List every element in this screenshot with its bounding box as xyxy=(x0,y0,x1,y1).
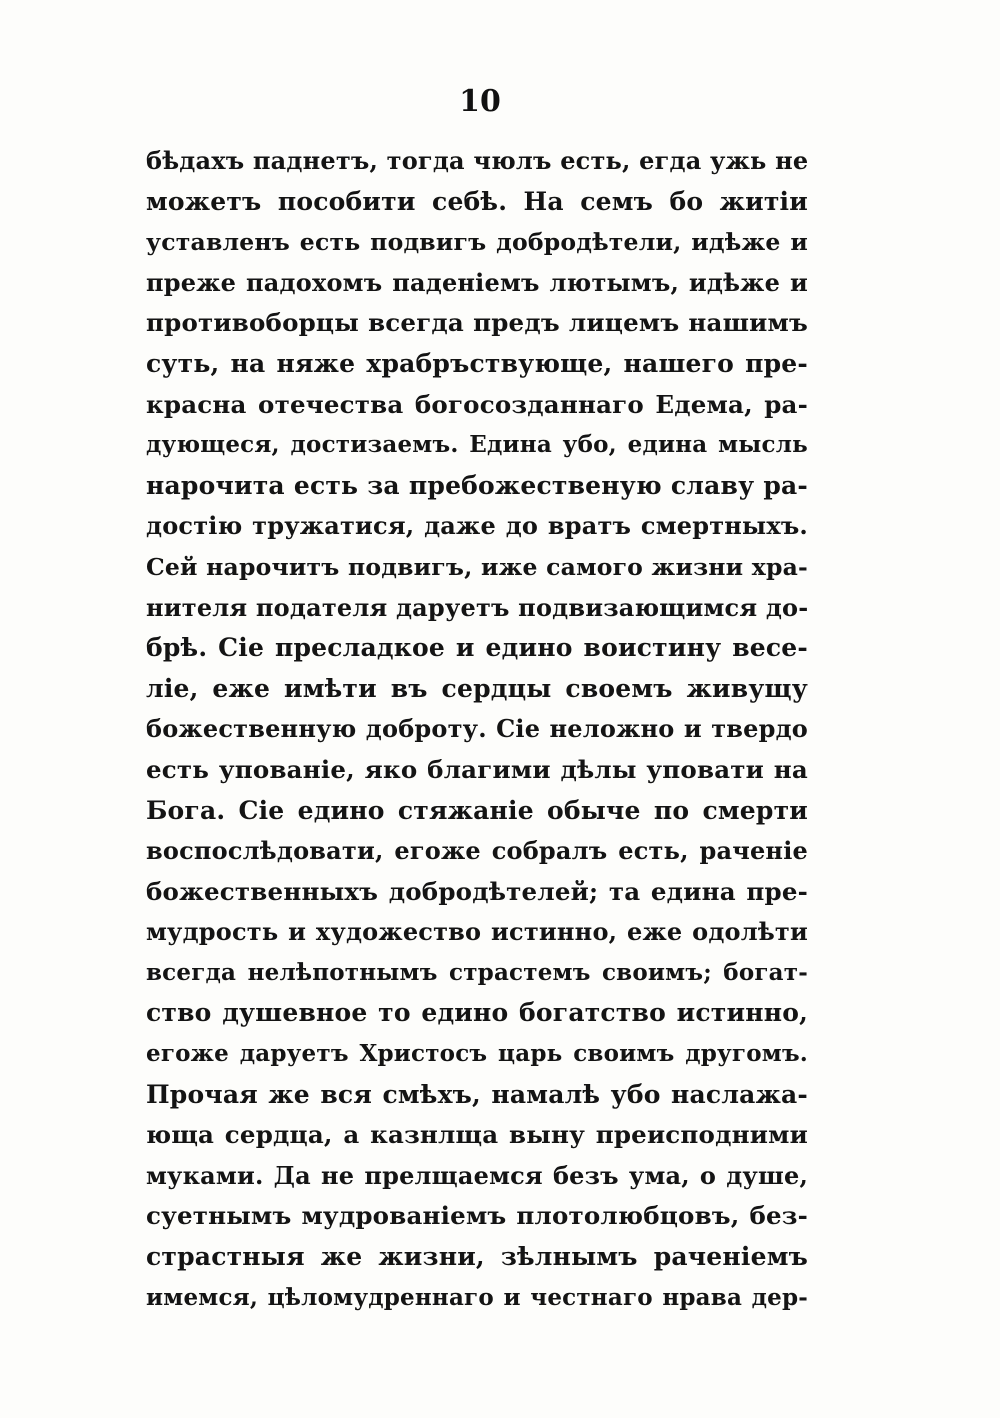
text-line: всегда нелѣпотнымъ страстемъ своимъ; богат- xyxy=(146,958,808,986)
text-line: божественныхъ добродѣтелей; та едина пре- xyxy=(146,876,808,906)
text-line: муками. Да не прелщаемся безъ ума, о душе, xyxy=(146,1160,808,1190)
text-line: брѣ. Сіе пресладкое и едино воистину весе- xyxy=(146,633,808,663)
text-line: противоборцы всегда предъ лицемъ нашимъ xyxy=(146,308,808,338)
text-line: Прочая же вся смѣхъ, намалѣ убо наслажа- xyxy=(146,1079,808,1109)
page-number: 10 xyxy=(459,84,501,119)
text-line: нителя подателя даруетъ подвизающимся до- xyxy=(146,592,808,622)
body-text xyxy=(146,141,808,1318)
text-line: ліе, еже имѣти въ сердцы своемъ живущу xyxy=(146,673,808,703)
text-line: достію тружатися, даже до вратъ смертныхъ. xyxy=(146,511,808,541)
text-line: егоже даруетъ Христосъ царь своимъ другомъ. xyxy=(146,1040,808,1068)
text-line: есть упованіе, яко благими дѣлы уповати на xyxy=(146,754,808,784)
text-line: можетъ пособити себѣ. На семъ бо житіи xyxy=(146,186,808,216)
text-line: имемся, цѣломудреннаго и честнаго нрава дер- xyxy=(146,1283,808,1311)
text-line: уставленъ есть подвигъ добродѣтели, идѣже и xyxy=(146,228,808,257)
text-line: божественную доброту. Сіе неложно и твердо xyxy=(146,714,808,744)
text-line: Бога. Сіе едино стяжаніе обыче по смерти xyxy=(146,795,808,825)
text-line: дующеся, достизаемъ. Едина убо, едина мысль xyxy=(146,431,808,459)
text-line: нарочита есть за пребожественую славу ра- xyxy=(146,470,808,500)
text-line: красна отечества богосозданнаго Едема, ра- xyxy=(146,389,808,419)
text-line: ство душевное то едино богатство истинно, xyxy=(146,998,808,1028)
text-line: мудрость и художество истинно, еже одолѣти xyxy=(146,917,808,947)
text-line: преже падохомъ паденіемъ лютымъ, идѣже и xyxy=(146,267,808,297)
text-line: воспослѣдовати, егоже собралъ есть, раченіе xyxy=(146,836,808,866)
text-line: суетнымъ мудрованіемъ плотолюбцовъ, без- xyxy=(146,1201,808,1231)
text-line: суть, на няже храбръствующе, нашего пре- xyxy=(146,348,808,378)
text-line: юща сердца, а казнлща выну преисподними xyxy=(146,1120,808,1150)
text-line: бѣдахъ паднетъ, тогда чюлъ есть, егда ужь не xyxy=(146,146,808,175)
text-line: страстныя же жизни, зѣлнымъ раченіемъ xyxy=(146,1242,808,1272)
text-line: Сей нарочитъ подвигъ, иже самого жизни хра- xyxy=(146,552,808,581)
